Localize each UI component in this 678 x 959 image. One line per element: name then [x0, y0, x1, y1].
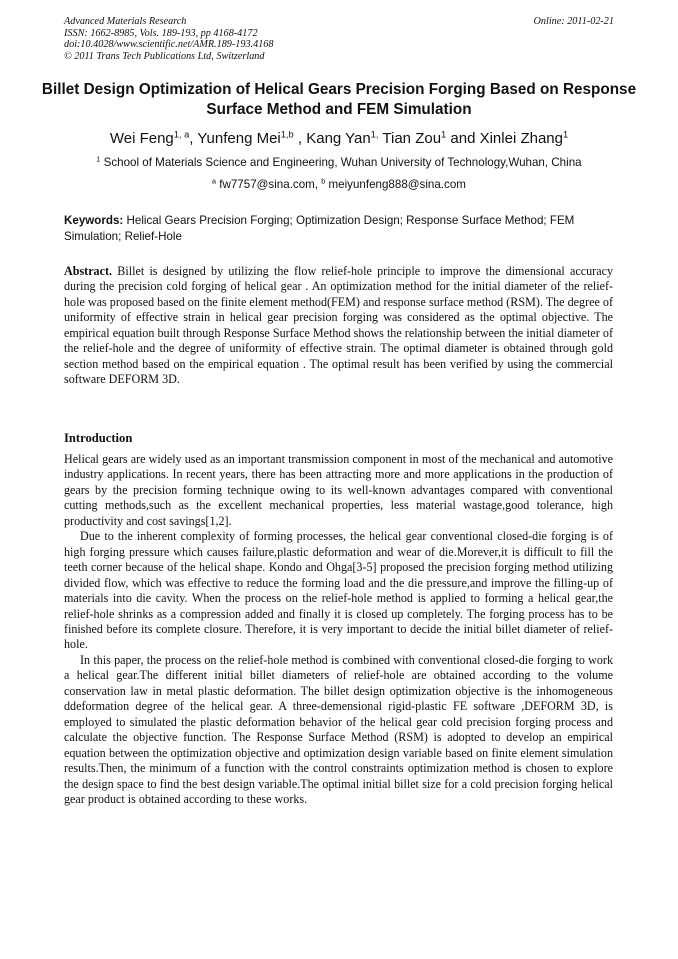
abstract	[64, 264, 613, 388]
author-name: Kang Yan	[306, 130, 371, 147]
abstract-text: Billet is designed by utilizing the flow relief-hole principle to improve the dimensional accuracy during the precision cold forging of helical gear . An optimization method for the initial diameter of the relief-hole was proposed based on the finite element method(FEM) and response surface method (RSM). The degree of uniformity of effective strain in helical gear precision forging was considered as the optimal objective. The empirical equation built through Response Surface Method shows the relationship between the initial diameter of the relief-hole and the degree of uniformity of effective strain. The optimal diameter is obtained through gold section method based on the empirical equation . The optimal result has been verified by using the commercial software DEFORM 3D.	[64, 264, 613, 387]
author-separator: ,	[189, 130, 198, 147]
affiliation-text: School of Materials Science and Engineering, Wuhan University of Technology,Wuhan, China	[100, 156, 582, 169]
author-list	[40, 129, 638, 149]
author-name: Xinlei Zhang	[479, 130, 563, 147]
copyright-line: © 2011 Trans Tech Publications Ltd, Switzerland	[64, 50, 265, 62]
introduction-body	[64, 452, 613, 807]
keywords	[64, 213, 613, 245]
email-mark-a: a	[212, 176, 217, 186]
author-separator: ,	[293, 130, 307, 147]
affiliation-mark: 1	[96, 154, 101, 164]
issn-line: ISSN: 1662-8985, Vols. 189-193, pp 4168-4172	[64, 27, 258, 39]
section-heading-introduction: Introduction	[64, 431, 133, 445]
keywords-label: Keywords:	[64, 214, 124, 227]
journal-name: Advanced Materials Research	[64, 16, 187, 27]
author-affil-mark: 1,b	[280, 129, 294, 140]
paragraph: Helical gears are widely used as an important transmission component in most of the mechanical and automotive industry applications. In recent years, there has been attracting more and more applications in the production of gears by the precision forming technique owing to its well-known advantages compared with conventional cutting methods,such as the excellent mechanical properties, less material wastage,good tolerance, high productivity and cost savings[1,2].	[64, 452, 613, 528]
email-b[interactable]: meiyunfeng888@sina.com	[325, 178, 466, 191]
author-separator: and	[446, 130, 480, 147]
email-a[interactable]: fw7757@sina.com,	[216, 178, 322, 191]
author-name: Tian Zou	[382, 130, 442, 147]
paragraph: Due to the inherent complexity of forming processes, the helical gear conventional closed-die forging is of high forging pressure which causes failure,plastic deformation and wear of die.Morever,it is difficult to fill the teeth corner because of the helical shape. Kondo and Ohga[3-5] proposed the precision forging method utilizing divided flow, which was effective to reduce the forming load and the die pressure,and improve the filling-up of materials into die cavity. When the process on the relief-hole method is applied to forming a helical gear,the relief-hole shrinks as a compression added and finally it is closed up completely. The forging process has to be finished before its complete closure. Therefore, it is very important to decide the initial billet diameter of relief-hole.	[64, 529, 613, 652]
author-name: Wei Feng	[109, 130, 174, 147]
author-affil-mark: 1	[562, 129, 569, 140]
author-affil-mark: 1	[441, 129, 447, 140]
email-mark-b: b	[321, 176, 326, 186]
author-name: Yunfeng Mei	[197, 130, 281, 147]
paper-title: Billet Design Optimization of Helical Gears Precision Forging Based on Response Surface Method and FEM Simulation	[41, 81, 637, 118]
abstract-label: Abstract.	[64, 264, 113, 278]
online-date: Online: 2011-02-21	[533, 16, 614, 27]
journal-header	[64, 16, 273, 62]
author-affil-mark: 1,	[370, 129, 379, 140]
author-affil-mark: 1, a	[173, 129, 190, 140]
keywords-text: Helical Gears Precision Forging; Optimization Design; Response Surface Method; FEM Simulation; Relief-Hole	[64, 214, 575, 243]
paragraph: In this paper, the process on the relief-hole method is combined with conventional closed-die forging to work a helical gear.The different initial billet diameters of relief-hole are obtained according to the volume conservation law in metal plastic deformation. The billet design optimization objective is the inhomogeneous ddeformation degree of the helical gear. A three-demensional rigid-plastic FE software ,DEFORM 3D, is employed to simulated the plastic deformation behavior of the helical gear cold precision forging process and calculate the objective function. The Response Surface Method (RSM) is adopted to develop an empirical equation between the optimization objective and optimization design variable based on finite element simulation results.Then, the minimum of a function with the control constraints optimization method is chosen to explore the design space to find the best design variable.The optimal initial billet size for a cold precision forging helical gear product is obtained according to these works.	[64, 652, 613, 806]
affiliation	[40, 156, 638, 170]
doi-line[interactable]: doi:10.4028/www.scientific.net/AMR.189-193.4168	[64, 39, 274, 50]
author-emails	[40, 178, 638, 192]
